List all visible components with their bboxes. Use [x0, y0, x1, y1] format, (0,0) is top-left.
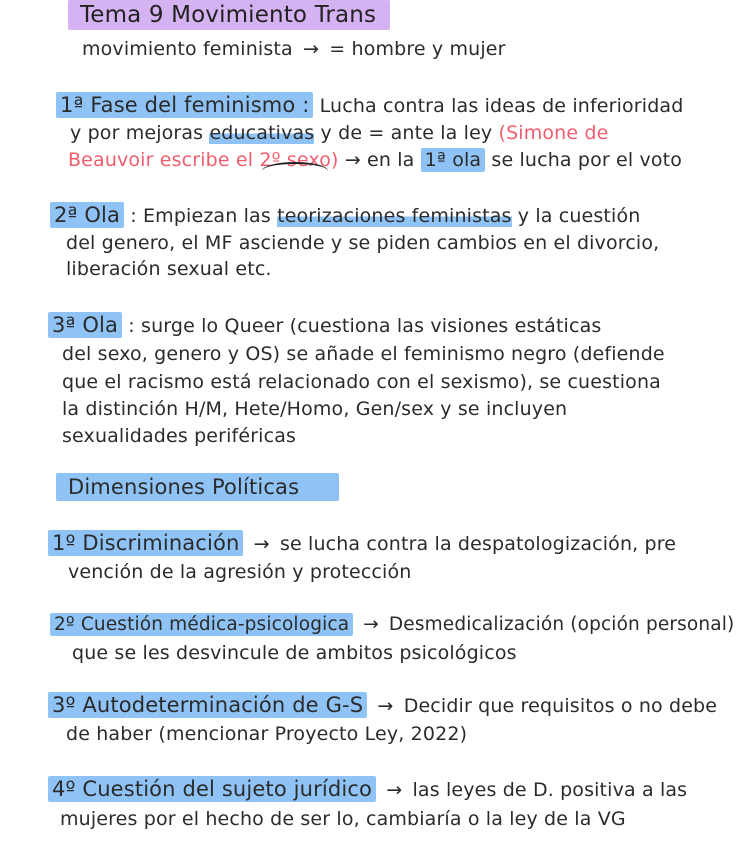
fase1-text2c: y de = ante la ley [320, 122, 493, 144]
fase1-line1 [56, 92, 683, 119]
fase1-text3a: Beauvoir escribe el 2º sexo) [68, 149, 339, 171]
dim2-label: 2º Cuestión médica-psicologica [50, 613, 353, 636]
dim1-label: 1º Discriminación [48, 530, 243, 556]
fase1-text1: Lucha contra las ideas de inferioridad [319, 95, 684, 117]
fase1-line2 [70, 120, 608, 146]
arrow-icon: → [253, 533, 270, 555]
dimensiones-line [56, 474, 339, 500]
ola3-line1 [48, 312, 601, 339]
ola2-label: 2ª Ola [50, 202, 124, 228]
dim1-line1 [48, 530, 676, 557]
dim2-text1: Desmedicalización (opción personal) [388, 614, 735, 635]
ola3-text1: : surge lo Queer (cuestiona las visiones estáticas [128, 315, 602, 337]
subtitle-rest: = hombre y mujer [329, 38, 506, 60]
fase1-text3d: se lucha por el voto [491, 149, 683, 171]
dim2-line2: que se les desvincule de ambitos psicológicos [72, 642, 517, 664]
ola2-line1 [50, 202, 640, 229]
ola2-line2: del genero, el MF asciende y se piden cambios en el divorcio, [66, 232, 660, 254]
dim4-text1: las leyes de D. positiva a las [412, 779, 688, 801]
dim4-label: 4º Cuestión del sujeto jurídico [48, 776, 376, 802]
underline-curve [262, 162, 328, 180]
dim3-text1: Decidir que requisitos o no debe [403, 695, 718, 717]
subtitle-line [82, 36, 506, 62]
dimensiones-heading: Dimensiones Políticas [56, 473, 339, 501]
fase1-text2a: y por mejoras [70, 122, 204, 144]
subtitle-text: movimiento feminista [82, 38, 293, 60]
dim2-line1 [50, 612, 734, 638]
dim3-label: 3º Autodeterminación de G-S [48, 692, 367, 718]
fase1-text2d: (Simone de [498, 122, 609, 144]
ola2-text1c: y la cuestión [517, 205, 641, 227]
ola2-text1a: : Empiezan las [130, 205, 271, 227]
fase1-label: 1ª Fase del feminismo : [56, 92, 313, 118]
arrow-icon: → [377, 695, 394, 717]
ola3-line3: que el racismo está relacionado con el sexismo), se cuestiona [62, 371, 661, 393]
dim4-line1 [48, 776, 687, 803]
ola2-text1b: teorizaciones feministas [277, 205, 512, 227]
arrow-icon: → [386, 779, 403, 801]
fase1-text2b: educativas [209, 122, 315, 144]
ola2-line3: liberación sexual etc. [66, 258, 272, 280]
dim3-line2: de haber (mencionar Proyecto Ley, 2022) [66, 723, 468, 745]
fase1-text3b: → en la [344, 149, 415, 171]
arrow-icon: → [363, 614, 379, 635]
page-title: Tema 9 Movimiento Trans [68, 0, 390, 30]
ola3-label: 3ª Ola [48, 312, 122, 338]
ola3-line5: sexualidades periféricas [62, 425, 297, 447]
fase1-line3 [68, 147, 682, 173]
fase1-text3c: 1ª ola [421, 148, 486, 172]
dim3-line1 [48, 692, 717, 719]
arrow-icon: → [302, 38, 320, 60]
dim1-text1: se lucha contra la despatologización, pre [279, 533, 677, 555]
dim1-line2: vención de la agresión y protección [68, 561, 412, 583]
ola3-line2: del sexo, genero y OS) se añade el feminismo negro (defiende [62, 343, 665, 365]
ola3-line4: la distinción H/M, Hete/Homo, Gen/sex y se incluyen [62, 398, 568, 420]
page-title-line [68, 2, 390, 28]
dim4-line2: mujeres por el hecho de ser lo, cambiaría o la ley de la VG [60, 808, 626, 830]
